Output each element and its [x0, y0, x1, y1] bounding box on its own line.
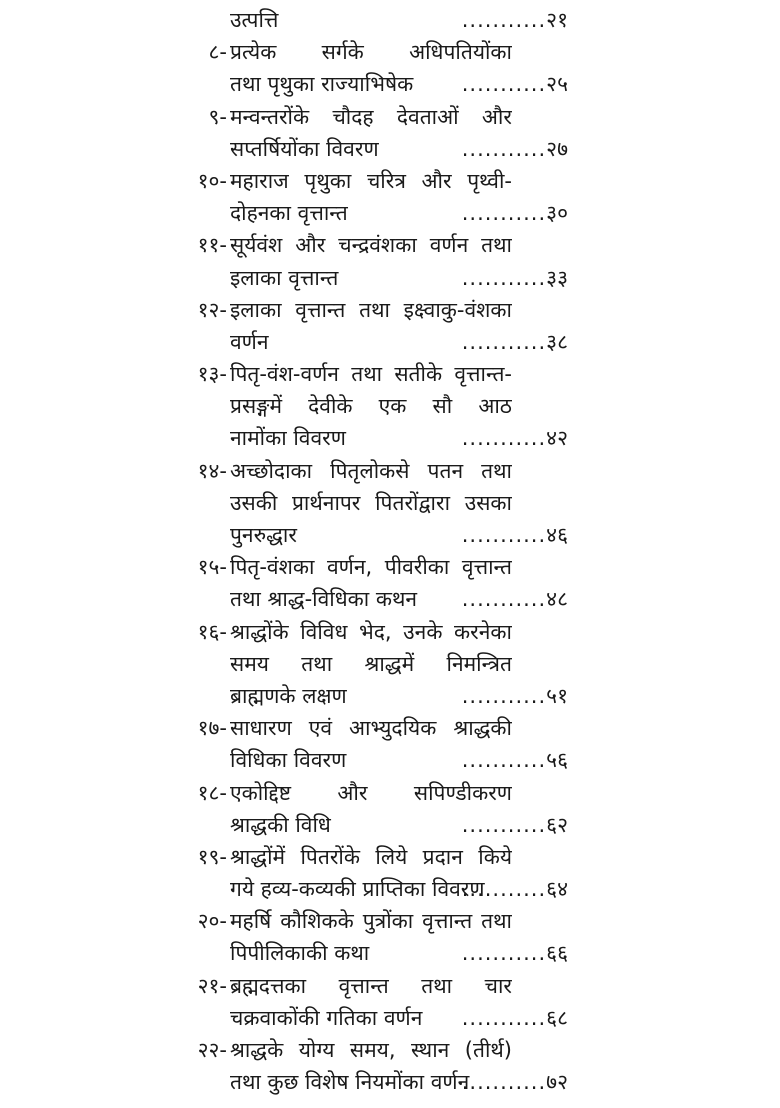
chapter-number: १६- [197, 619, 227, 644]
page-reference [462, 583, 568, 615]
chapter-title-line: श्राद्धोंके विविध भेद, उनके करनेका [230, 619, 512, 644]
page-reference [462, 68, 568, 100]
page-reference [462, 873, 568, 905]
page-reference [462, 422, 568, 454]
toc-line [0, 905, 780, 937]
page-reference [462, 937, 568, 969]
toc-line [0, 744, 780, 776]
page-number: ५१ [546, 683, 568, 708]
chapter-title-line: ब्राह्मणके लक्षण [230, 683, 347, 708]
toc-line [0, 583, 780, 615]
dot-leader: ........... [461, 136, 547, 161]
toc-entry [0, 229, 780, 293]
chapter-title-line: तथा पृथुका राज्याभिषेक [230, 72, 414, 97]
chapter-title-line: एकोद्दिष्ट और सपिण्डीकरण [230, 780, 512, 805]
toc-line [0, 648, 780, 680]
page-reference [462, 519, 568, 551]
chapter-title-line: प्रसङ्गमें देवीके एक सौ आठ [230, 394, 512, 419]
toc-entry [0, 970, 780, 1034]
chapter-title-line: तथा श्राद्ध-विधिका कथन [230, 587, 418, 612]
toc-line [0, 1066, 780, 1098]
chapter-number: १७- [197, 716, 227, 741]
chapter-number: १०- [197, 168, 227, 193]
chapter-number: १८- [197, 780, 227, 805]
page-reference [462, 133, 568, 165]
page-reference [462, 680, 568, 712]
toc-entry [0, 36, 780, 100]
toc-entry [0, 4, 780, 36]
chapter-title-line: साधारण एवं आभ्युदयिक श्राद्धकी [230, 716, 512, 741]
toc-entry [0, 616, 780, 713]
toc-line [0, 422, 780, 454]
chapter-title-line: पुनरुद्धार [230, 523, 297, 547]
page-number: ४८ [546, 587, 568, 612]
toc-line [0, 841, 780, 873]
toc-entry [0, 101, 780, 165]
dot-leader: ........... [461, 683, 547, 708]
page-number: ६६ [546, 941, 568, 966]
chapter-number: १३- [197, 362, 227, 387]
page-number: ३८ [546, 329, 568, 354]
dot-leader: ........... [461, 748, 547, 773]
toc-line [0, 616, 780, 648]
toc-line [0, 809, 780, 841]
dot-leader: ........... [461, 812, 547, 837]
page-reference [462, 1066, 568, 1098]
toc-entry [0, 358, 780, 455]
dot-leader: ........... [461, 72, 547, 97]
chapter-title-line: श्राद्धकी विधि [230, 812, 331, 837]
page-number: २५ [546, 72, 568, 97]
page-number: ७२ [546, 1070, 568, 1095]
toc-line [0, 712, 780, 744]
chapter-title-line: तथा कुछ विशेष नियमोंका वर्णन [230, 1070, 470, 1095]
chapter-number: २२- [197, 1038, 227, 1062]
toc-line [0, 455, 780, 487]
chapter-number: ८- [208, 40, 227, 65]
dot-leader: ........... [461, 201, 547, 226]
toc-line [0, 519, 780, 551]
dot-leader: ........... [461, 8, 547, 32]
toc-line [0, 1002, 780, 1034]
dot-leader: ........... [461, 329, 547, 354]
toc-line [0, 229, 780, 261]
page-number: ५६ [546, 748, 568, 773]
page-reference [462, 744, 568, 776]
toc-line [0, 262, 780, 294]
page-reference [462, 809, 568, 841]
chapter-title-line: श्राद्धके योग्य समय, स्थान (तीर्थ) [230, 1038, 512, 1062]
toc-line [0, 551, 780, 583]
toc-entry [0, 712, 780, 776]
chapter-number: १२- [197, 297, 227, 322]
chapter-title-line: महर्षि कौशिकके पुत्रोंका वृत्तान्त तथा [230, 909, 512, 934]
page-number: २७ [546, 136, 568, 161]
chapter-number: १९- [197, 844, 227, 869]
chapter-title-line: मन्वन्तरोंके चौदह देवताओं और [230, 104, 512, 129]
toc-entry [0, 841, 780, 905]
page-number: २१ [546, 8, 568, 32]
chapter-title-line: सूर्यवंश और चन्द्रवंशका वर्णन तथा [230, 233, 512, 258]
chapter-number: १५- [197, 555, 227, 580]
toc-entry [0, 455, 780, 552]
toc-line [0, 680, 780, 712]
toc-entry [0, 777, 780, 841]
chapter-title-line: चक्रवाकोंकी गतिका वर्णन [230, 1005, 423, 1030]
page-reference [462, 326, 568, 358]
table-of-contents [0, 4, 780, 1098]
chapter-number: १४- [197, 458, 227, 483]
toc-line [0, 1034, 780, 1066]
page-number: ६४ [546, 877, 568, 902]
toc-line [0, 970, 780, 1002]
chapter-title-line: समय तथा श्राद्धमें निमन्त्रित [230, 651, 512, 676]
dot-leader: ........... [461, 523, 547, 547]
chapter-title-line: महाराज पृथुका चरित्र और पृथ्वी- [230, 168, 512, 193]
chapter-title-line: नामोंका विवरण [230, 426, 346, 451]
chapter-title-line: उसकी प्रार्थनापर पितरोंद्वारा उसका [230, 490, 512, 515]
chapter-number: ११- [197, 233, 227, 258]
page-reference [462, 197, 568, 229]
toc-line [0, 358, 780, 390]
page-number: ३३ [546, 265, 568, 290]
page-number: ६८ [546, 1005, 568, 1030]
chapter-title-line: पितृ-वंशका वर्णन, पीवरीका वृत्तान्त [230, 555, 512, 580]
toc-line [0, 165, 780, 197]
chapter-title-line: दोहनका वृत्तान्त [230, 201, 348, 226]
toc-line [0, 197, 780, 229]
page-number: ६२ [546, 812, 568, 837]
toc-line [0, 36, 780, 68]
toc-entry [0, 1034, 780, 1098]
toc-line [0, 4, 780, 36]
chapter-title-line: वर्णन [230, 329, 269, 354]
toc-line [0, 294, 780, 326]
toc-line [0, 937, 780, 969]
dot-leader: ........... [461, 265, 547, 290]
chapter-title-line: प्रत्येक सर्गके अधिपतियोंका [230, 40, 512, 65]
dot-leader: ........... [461, 877, 547, 902]
toc-entry [0, 551, 780, 615]
toc-line [0, 487, 780, 519]
chapter-title-line: इलाका वृत्तान्त [230, 265, 339, 290]
page-number: ४२ [546, 426, 568, 451]
toc-entry [0, 165, 780, 229]
chapter-title-line: श्राद्धोंमें पितरोंके लिये प्रदान किये [230, 844, 512, 869]
chapter-title-line: इलाका वृत्तान्त तथा इक्ष्वाकु-वंशका [230, 297, 512, 322]
toc-line [0, 873, 780, 905]
toc-line [0, 133, 780, 165]
chapter-title-line: अच्छोदाका पितृलोकसे पतन तथा [230, 458, 512, 483]
chapter-title-line: गये हव्य-कव्यकी प्राप्तिका विवरण [230, 877, 485, 902]
toc-line [0, 68, 780, 100]
toc-line [0, 777, 780, 809]
dot-leader: ........... [461, 1005, 547, 1030]
page-reference [462, 1002, 568, 1034]
chapter-title-line: उत्पत्ति [230, 8, 279, 32]
dot-leader: ........... [461, 1070, 547, 1095]
chapter-title-line: ब्रह्मदत्तका वृत्तान्त तथा चार [230, 973, 512, 998]
toc-entry [0, 294, 780, 358]
page-reference [462, 262, 568, 294]
page-number: ३० [546, 201, 568, 226]
dot-leader: ........... [461, 941, 547, 966]
page-reference [462, 4, 568, 36]
toc-line [0, 390, 780, 422]
chapter-title-line: सप्तर्षियोंका विवरण [230, 136, 379, 161]
chapter-number: २१- [197, 973, 227, 998]
toc-entry [0, 905, 780, 969]
dot-leader: ........... [461, 587, 547, 612]
dot-leader: ........... [461, 426, 547, 451]
chapter-title-line: पिपीलिकाकी कथा [230, 941, 370, 966]
toc-line [0, 326, 780, 358]
chapter-number: २०- [197, 909, 227, 934]
chapter-title-line: विधिका विवरण [230, 748, 347, 773]
chapter-number: ९- [208, 104, 227, 129]
page-number: ४६ [546, 523, 568, 547]
toc-line [0, 101, 780, 133]
chapter-title-line: पितृ-वंश-वर्णन तथा सतीके वृत्तान्त- [230, 362, 512, 387]
